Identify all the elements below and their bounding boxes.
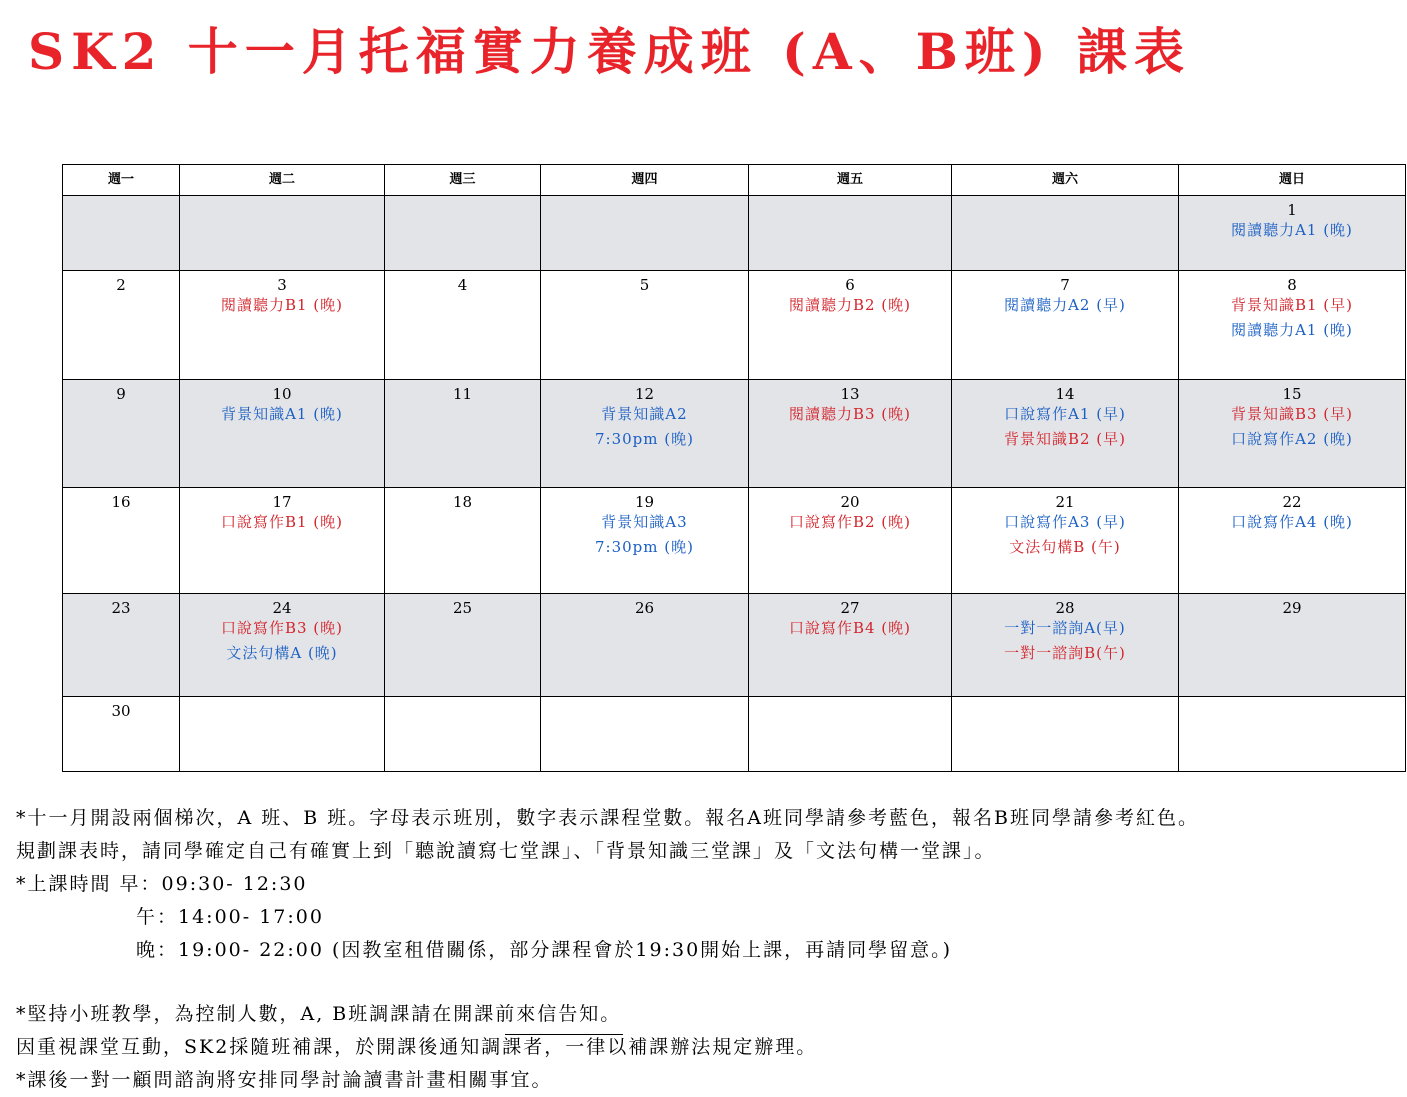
day-number: 17 xyxy=(272,493,292,511)
day-number: 9 xyxy=(116,385,126,403)
day-cell xyxy=(63,594,180,697)
day-cell xyxy=(749,196,952,271)
week-row xyxy=(63,271,1406,380)
day-number: 15 xyxy=(1282,385,1302,403)
course-entry: 7:30pm (晚) xyxy=(595,430,694,448)
course-entry: 口說寫作B1 (晚) xyxy=(220,513,344,531)
note-line: *十一月開設兩個梯次，A 班、B 班。字母表示班別，數字表示課程堂數。報名A班同學請參考藍色，報名B班同學請參考紅色。 xyxy=(16,807,1199,829)
day-cell xyxy=(1179,380,1406,488)
course-entry: 閱讀聽力B3 (晚) xyxy=(788,405,912,423)
note-line: 規劃課表時，請同學確定自己有確實上到「聽說讀寫七堂課」、「背景知識三堂課」及「文法句構一堂課」。 xyxy=(16,840,996,862)
course-entry: 口說寫作B4 (晚) xyxy=(788,619,912,637)
weekday-header: 週日 xyxy=(1179,165,1406,196)
course-entry: 閱讀聽力A2 (早) xyxy=(1004,296,1126,314)
day-cell xyxy=(749,271,952,380)
day-cell xyxy=(952,594,1179,697)
course-entry: 背景知識B2 (早) xyxy=(1003,430,1127,448)
week-row xyxy=(63,594,1406,697)
day-cell xyxy=(1179,271,1406,380)
day-number: 1 xyxy=(1287,201,1297,219)
day-cell xyxy=(541,488,749,594)
day-number: 24 xyxy=(272,599,292,617)
course-entry: 口說寫作A4 (晚) xyxy=(1231,513,1353,531)
weekday-header: 週六 xyxy=(952,165,1179,196)
day-cell xyxy=(180,488,385,594)
day-number: 4 xyxy=(457,276,468,294)
day-cell xyxy=(1179,594,1406,697)
day-cell xyxy=(385,271,541,380)
day-cell xyxy=(952,380,1179,488)
day-cell xyxy=(180,196,385,271)
day-number: 12 xyxy=(634,385,655,403)
day-cell xyxy=(952,196,1179,271)
course-entry: 口說寫作B3 (晚) xyxy=(220,619,344,637)
course-entry: 背景知識B1 (早) xyxy=(1230,296,1354,314)
day-number: 21 xyxy=(1055,493,1075,511)
week-row xyxy=(63,196,1406,271)
calendar-table xyxy=(62,164,1406,772)
day-number: 27 xyxy=(840,599,860,617)
course-entry: 閱讀聽力A1 (晚) xyxy=(1231,321,1353,339)
weekday-header-row xyxy=(63,165,1406,196)
note-line: *上課時間 早：09:30- 12:30 xyxy=(16,873,308,895)
course-entry: 背景知識A1 (晚) xyxy=(221,405,343,423)
day-cell xyxy=(749,594,952,697)
day-cell xyxy=(749,697,952,772)
day-cell xyxy=(385,697,541,772)
day-cell xyxy=(952,488,1179,594)
day-number: 23 xyxy=(111,599,131,617)
day-number: 20 xyxy=(840,493,860,511)
day-cell xyxy=(385,488,541,594)
day-cell xyxy=(1179,488,1406,594)
day-number: 22 xyxy=(1282,493,1302,511)
course-entry: 背景知識B3 (早) xyxy=(1230,405,1354,423)
course-entry: 口說寫作B2 (晚) xyxy=(788,513,912,531)
day-number: 11 xyxy=(452,385,473,403)
course-entry: 閱讀聽力B1 (晚) xyxy=(220,296,344,314)
day-number: 3 xyxy=(277,276,287,294)
day-cell xyxy=(180,697,385,772)
course-entry: 文法句構A (晚) xyxy=(226,644,338,662)
course-entry: 7:30pm (晚) xyxy=(595,538,694,556)
day-number: 28 xyxy=(1055,599,1075,617)
course-entry: 口說寫作A3 (早) xyxy=(1004,513,1126,531)
day-number: 6 xyxy=(845,276,855,294)
day-cell xyxy=(749,380,952,488)
day-cell xyxy=(63,488,180,594)
day-cell xyxy=(385,594,541,697)
course-entry: 一對一諮詢B(午) xyxy=(1004,644,1126,662)
day-cell xyxy=(63,196,180,271)
day-number: 10 xyxy=(272,385,292,403)
day-cell xyxy=(180,594,385,697)
weekday-header: 週一 xyxy=(63,165,180,196)
week-row xyxy=(63,380,1406,488)
note-line: 因重視課堂互動，SK2採隨班補課，於開課後通知調課者，一律以補課辦法規定辦理。 xyxy=(16,1036,818,1058)
day-cell xyxy=(541,380,749,488)
day-cell xyxy=(541,196,749,271)
note-line: 午：14:00- 17:00 xyxy=(136,906,324,928)
day-number: 29 xyxy=(1282,599,1302,617)
day-cell xyxy=(749,488,952,594)
day-number: 13 xyxy=(840,385,860,403)
day-number: 2 xyxy=(116,276,126,294)
day-cell xyxy=(180,271,385,380)
course-entry: 背景知識A2 xyxy=(601,405,688,423)
day-cell xyxy=(541,594,749,697)
course-entry: 口說寫作A1 (早) xyxy=(1004,405,1126,423)
course-entry: 文法句構B (午) xyxy=(1009,538,1121,556)
underline-stroke xyxy=(505,1034,623,1035)
day-cell xyxy=(541,697,749,772)
day-cell xyxy=(1179,697,1406,772)
note-line: 晚：19:00- 22:00 (因教室租借關係，部分課程會於19:30開始上課，再請同學留意。) xyxy=(136,939,953,961)
weekday-header: 週二 xyxy=(180,165,385,196)
day-number: 5 xyxy=(639,276,650,294)
weekday-header: 週四 xyxy=(541,165,749,196)
day-cell xyxy=(63,697,180,772)
day-number: 25 xyxy=(452,599,473,617)
notes-section xyxy=(16,802,1199,1097)
day-cell xyxy=(385,380,541,488)
weekday-header: 週五 xyxy=(749,165,952,196)
course-entry: 一對一諮詢A(早) xyxy=(1004,619,1126,637)
weekday-header: 週三 xyxy=(385,165,541,196)
day-number: 14 xyxy=(1055,385,1075,403)
course-entry: 閱讀聽力B2 (晚) xyxy=(788,296,912,314)
day-number: 19 xyxy=(634,493,655,511)
day-cell xyxy=(952,697,1179,772)
note-line: *堅持小班教學，為控制人數，A, B班調課請在開課前來信告知。 xyxy=(16,1003,622,1025)
note-spacer xyxy=(16,967,1199,998)
day-cell xyxy=(63,271,180,380)
course-entry: 閱讀聽力A1 (晚) xyxy=(1231,221,1353,239)
day-number: 16 xyxy=(111,493,131,511)
day-number: 18 xyxy=(452,493,473,511)
page-title: SK2 十一月托福實力養成班 (A、B班) 課表 xyxy=(28,22,1191,81)
course-entry: 背景知識A3 xyxy=(601,513,688,531)
note-line: *課後一對一顧問諮詢將安排同學討論讀書計畫相關事宜。 xyxy=(16,1069,553,1091)
day-number: 8 xyxy=(1287,276,1297,294)
week-row xyxy=(63,697,1406,772)
day-cell xyxy=(180,380,385,488)
day-number: 30 xyxy=(111,702,131,720)
day-cell xyxy=(541,271,749,380)
calendar-body xyxy=(63,196,1406,772)
day-number: 7 xyxy=(1060,276,1070,294)
course-entry: 口說寫作A2 (晚) xyxy=(1231,430,1353,448)
day-cell xyxy=(1179,196,1406,271)
day-number: 26 xyxy=(634,599,655,617)
day-cell xyxy=(385,196,541,271)
week-row xyxy=(63,488,1406,594)
day-cell xyxy=(952,271,1179,380)
day-cell xyxy=(63,380,180,488)
